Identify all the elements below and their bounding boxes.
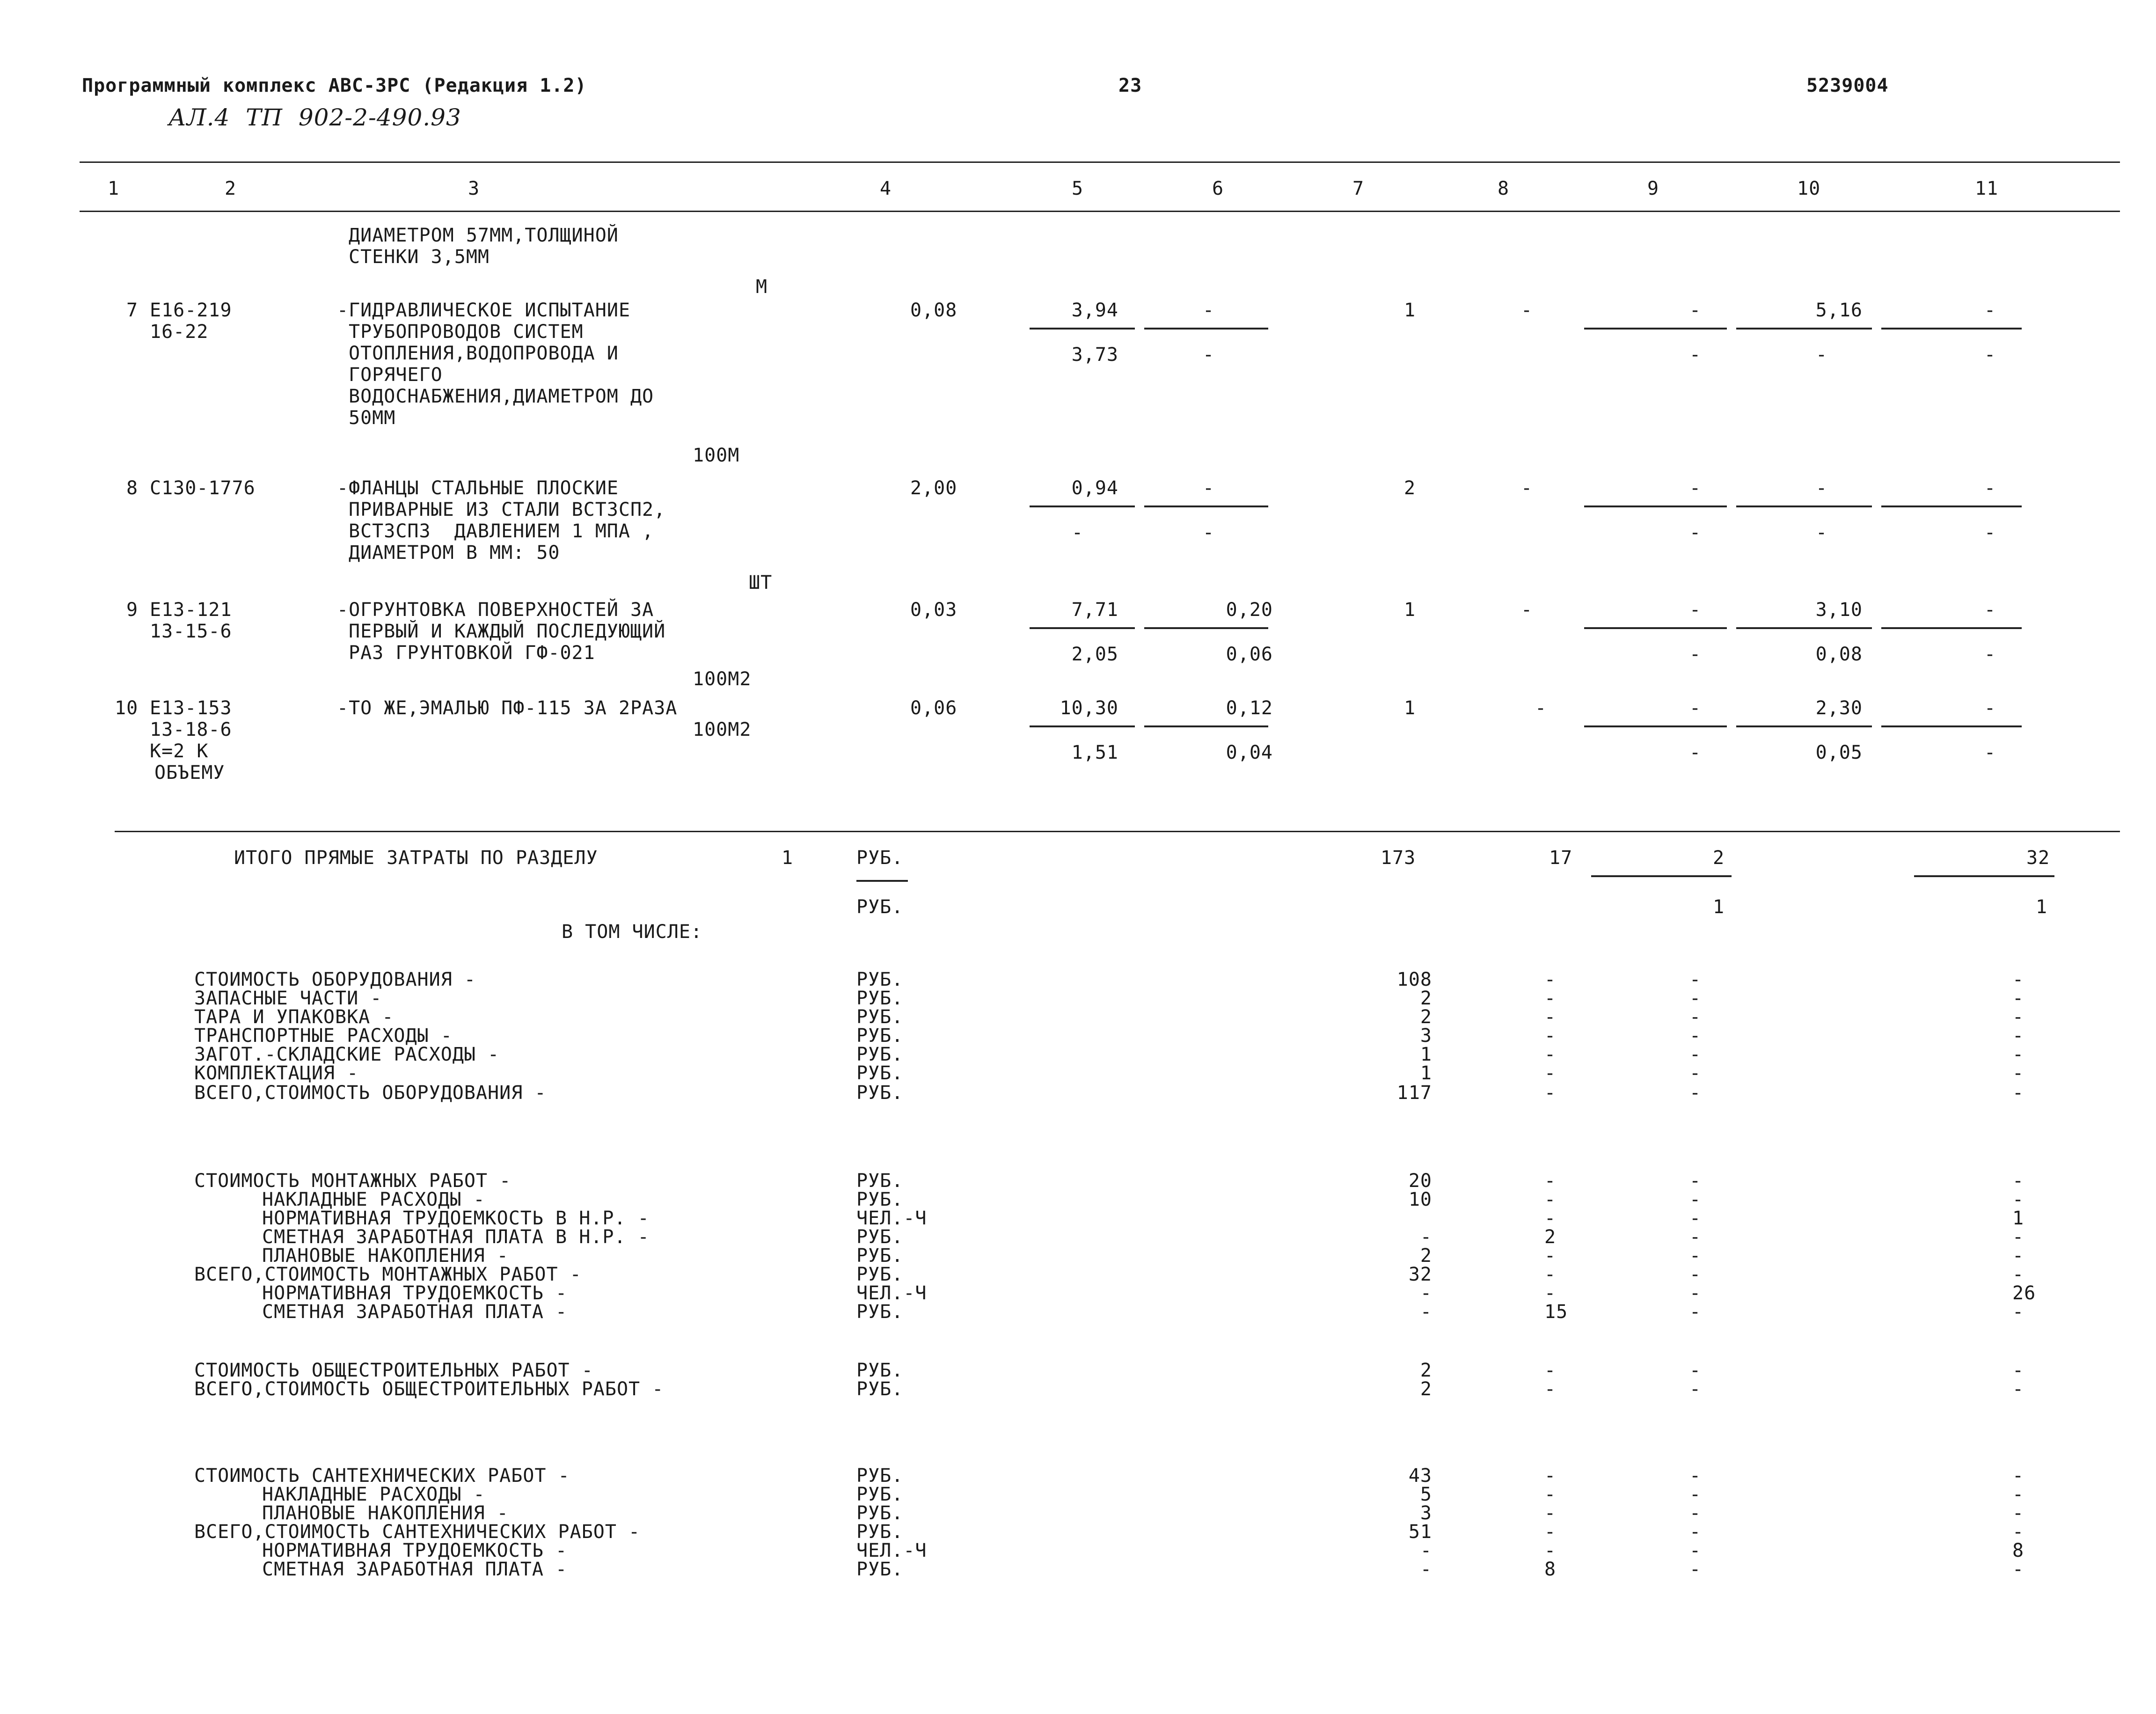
item-c5: 3,73: [1071, 344, 1118, 366]
summary-c9: -: [1689, 1245, 1702, 1267]
item-c5: 10,30: [1060, 697, 1118, 719]
summary-unit: РУБ.: [856, 1226, 904, 1248]
item-c9: -: [1689, 300, 1702, 321]
underline: [1030, 725, 1135, 727]
item-unit: ШТ: [749, 572, 773, 593]
item-unit: 100М2: [693, 719, 752, 740]
col-header-5: 5: [1072, 178, 1084, 199]
summary-unit: ЧЕЛ.-Ч: [856, 1208, 927, 1229]
item-c9: -: [1689, 742, 1702, 763]
summary-label: СМЕТНАЯ ЗАРАБОТНАЯ ПЛАТА -: [262, 1301, 568, 1323]
summary-c8: -: [1544, 1502, 1557, 1524]
summary-c7: -: [1420, 1559, 1432, 1580]
underline: [1584, 725, 1727, 727]
summary-c11: -: [2012, 1189, 2024, 1210]
program-title: Программный комплекс АВС-3РС (Редакция 1.2): [82, 75, 587, 96]
summary-c9: -: [1689, 1006, 1702, 1028]
summary-c9: -: [1689, 1062, 1702, 1084]
item-c7: 1: [1404, 599, 1416, 621]
totals-c8: 17: [1549, 847, 1573, 869]
summary-label: ТРАНСПОРТНЫЕ РАСХОДЫ -: [194, 1025, 453, 1047]
summary-c7: 3: [1420, 1025, 1432, 1047]
totals-c7: 173: [1381, 847, 1416, 869]
underline: [1144, 725, 1268, 727]
item-unit: 100М: [693, 445, 740, 466]
totals-section: 1: [782, 847, 794, 869]
item-code: E13-121: [150, 599, 232, 621]
col-header-3: 3: [468, 178, 480, 199]
item-c7: 1: [1404, 300, 1416, 321]
summary-c8: -: [1544, 969, 1557, 990]
summary-c8: -: [1544, 1360, 1557, 1381]
summary-c8: -: [1544, 1170, 1557, 1192]
totals-unit: РУБ.: [856, 847, 904, 869]
underline: [1144, 627, 1268, 629]
summary-unit: РУБ.: [856, 988, 904, 1009]
item-desc: -ФЛАНЦЫ СТАЛЬНЫЕ ПЛОСКИЕ: [337, 477, 619, 499]
item-c9: -: [1689, 477, 1702, 499]
item-number: 9: [126, 599, 139, 621]
summary-label: СМЕТНАЯ ЗАРАБОТНАЯ ПЛАТА В Н.Р. -: [262, 1226, 650, 1248]
summary-label: НАКЛАДНЫЕ РАСХОДЫ -: [262, 1189, 485, 1210]
item-desc: ПЕРВЫЙ И КАЖДЫЙ ПОСЛЕДУЮЩИЙ: [349, 621, 666, 642]
row-desc: ДИАМЕТРОМ 57ММ,ТОЛЩИНОЙ: [349, 225, 619, 246]
summary-c9: -: [1689, 1044, 1702, 1065]
item-desc: -ГИДРАВЛИЧЕСКОЕ ИСПЫТАНИЕ: [337, 300, 631, 321]
summary-label: ПЛАНОВЫЕ НАКОПЛЕНИЯ -: [262, 1502, 509, 1524]
summary-label: ВСЕГО,СТОИМОСТЬ САНТЕХНИЧЕСКИХ РАБОТ -: [194, 1521, 641, 1543]
item-unit: 100М2: [693, 668, 752, 690]
summary-c8: -: [1544, 1025, 1557, 1047]
underline: [1881, 725, 2022, 727]
summary-c9: -: [1689, 1264, 1702, 1285]
item-qty: 0,08: [910, 300, 957, 321]
summary-c11: -: [2012, 969, 2024, 990]
summary-unit: РУБ.: [856, 1465, 904, 1487]
summary-c9: -: [1689, 969, 1702, 990]
summary-unit: РУБ.: [856, 1006, 904, 1028]
summary-c9: -: [1689, 1282, 1702, 1304]
summary-label: ЗАГОТ.-СКЛАДСКИЕ РАСХОДЫ -: [194, 1044, 500, 1065]
summary-c9: -: [1689, 1559, 1702, 1580]
item-desc: ГОРЯЧЕГО: [349, 364, 443, 386]
underline: [1914, 875, 2054, 877]
summary-c8: -: [1544, 988, 1557, 1009]
item-number: 10: [115, 697, 139, 719]
item-c6: -: [1203, 344, 1215, 366]
summary-c8: 8: [1544, 1559, 1557, 1580]
summary-c7: 117: [1396, 1082, 1432, 1104]
item-code: 13-18-6: [150, 719, 232, 740]
item-c10: 3,10: [1815, 599, 1863, 621]
item-number: 7: [126, 300, 139, 321]
summary-c8: 15: [1544, 1301, 1568, 1323]
summary-label: ВСЕГО,СТОИМОСТЬ ОБОРУДОВАНИЯ -: [194, 1082, 547, 1104]
summary-c7: 2: [1420, 1006, 1432, 1028]
summary-c8: -: [1544, 1006, 1557, 1028]
summary-c8: -: [1544, 1245, 1557, 1267]
item-desc: ПРИВАРНЫЕ ИЗ СТАЛИ ВСТ3СП2,: [349, 499, 666, 520]
summary-c7: 51: [1408, 1521, 1432, 1543]
underline: [1144, 505, 1268, 507]
item-code: E16-219: [150, 300, 232, 321]
summary-c7: 108: [1396, 969, 1432, 990]
item-c6: 0,12: [1226, 697, 1273, 719]
item-c5: -: [1072, 522, 1084, 543]
summary-c7: -: [1420, 1540, 1432, 1561]
col-header-2: 2: [225, 178, 237, 199]
item-c7: 2: [1404, 477, 1416, 499]
item-desc: ВСТ3СП3 ДАВЛЕНИЕМ 1 МПА ,: [349, 520, 654, 542]
underline: [1736, 328, 1872, 330]
summary-label: НОРМАТИВНАЯ ТРУДОЕМКОСТЬ -: [262, 1282, 568, 1304]
item-c11: -: [1984, 477, 1996, 499]
summary-c8: -: [1544, 1264, 1557, 1285]
summary-unit: РУБ.: [856, 1484, 904, 1505]
item-qty: 0,03: [910, 599, 957, 621]
summary-unit: РУБ.: [856, 1245, 904, 1267]
item-desc: -ОГРУНТОВКА ПОВЕРХНОСТЕЙ ЗА: [337, 599, 654, 621]
item-desc: РАЗ ГРУНТОВКОЙ ГФ-021: [349, 642, 595, 664]
summary-c9: -: [1689, 1360, 1702, 1381]
summary-c9: -: [1689, 1226, 1702, 1248]
summary-unit: ЧЕЛ.-Ч: [856, 1282, 927, 1304]
summary-c9: -: [1689, 1189, 1702, 1210]
summary-c9: -: [1689, 1465, 1702, 1487]
table-top-rule: [80, 161, 2120, 163]
underline: [1591, 875, 1732, 877]
underline: [1030, 505, 1135, 507]
summary-unit: РУБ.: [856, 1301, 904, 1323]
album-reference: АЛ.4 ТП 902-2-490.93: [168, 104, 461, 131]
item-c11: -: [1984, 742, 1996, 763]
summary-c8: -: [1544, 1082, 1557, 1104]
summary-c11: -: [2012, 1378, 2024, 1400]
summary-c9: -: [1689, 1025, 1702, 1047]
summary-label: НОРМАТИВНАЯ ТРУДОЕМКОСТЬ В Н.Р. -: [262, 1208, 650, 1229]
summary-label: ВСЕГО,СТОИМОСТЬ ОБЩЕСТРОИТЕЛЬНЫХ РАБОТ -: [194, 1378, 664, 1400]
summary-unit: РУБ.: [856, 1062, 904, 1084]
item-c11: -: [1984, 522, 1996, 543]
item-desc: 50ММ: [349, 407, 396, 429]
doc-code: 5239004: [1806, 75, 1889, 96]
summary-c7: 2: [1420, 988, 1432, 1009]
item-c5: 3,94: [1071, 300, 1118, 321]
item-c9: -: [1689, 344, 1702, 366]
summary-unit: РУБ.: [856, 1559, 904, 1580]
underline: [1584, 505, 1727, 507]
summary-unit: РУБ.: [856, 1082, 904, 1104]
totals-rule: [115, 831, 2120, 832]
summary-c9: -: [1689, 1082, 1702, 1104]
summary-c9: -: [1689, 1521, 1702, 1543]
col-header-9: 9: [1647, 178, 1659, 199]
summary-c7: 2: [1420, 1360, 1432, 1381]
summary-c9: -: [1689, 1378, 1702, 1400]
item-c5: 1,51: [1071, 742, 1118, 763]
summary-c11: -: [2012, 1006, 2024, 1028]
item-code: 13-15-6: [150, 621, 232, 642]
underline: [1881, 627, 2022, 629]
col-header-8: 8: [1498, 178, 1510, 199]
item-qty: 2,00: [910, 477, 957, 499]
col-header-6: 6: [1212, 178, 1224, 199]
summary-c7: 20: [1408, 1170, 1432, 1192]
summary-c11: 26: [2012, 1282, 2036, 1304]
item-c8: -: [1521, 477, 1533, 499]
summary-c11: -: [2012, 1025, 2024, 1047]
col-header-4: 4: [880, 178, 892, 199]
summary-c8: 2: [1544, 1226, 1557, 1248]
item-c8: -: [1521, 300, 1533, 321]
col-header-1: 1: [108, 178, 120, 199]
item-c10: -: [1816, 344, 1828, 366]
summary-c7: 2: [1420, 1378, 1432, 1400]
item-desc: ОТОПЛЕНИЯ,ВОДОПРОВОДА И: [349, 343, 619, 364]
item-c10: 5,16: [1815, 300, 1863, 321]
item-c5: 7,71: [1071, 599, 1118, 621]
summary-c8: -: [1544, 1208, 1557, 1229]
item-code: ОБЪЕМУ: [154, 762, 225, 784]
underline: [1736, 725, 1872, 727]
summary-c11: -: [2012, 1044, 2024, 1065]
item-c11: -: [1984, 644, 1996, 665]
summary-label: СТОИМОСТЬ ОБЩЕСТРОИТЕЛЬНЫХ РАБОТ -: [194, 1360, 593, 1381]
summary-label: ЗАПАСНЫЕ ЧАСТИ -: [194, 988, 382, 1009]
summary-c11: 1: [2012, 1208, 2024, 1229]
summary-label: СТОИМОСТЬ МОНТАЖНЫХ РАБОТ -: [194, 1170, 512, 1192]
summary-c11: -: [2012, 1245, 2024, 1267]
summary-c7: 10: [1408, 1189, 1432, 1210]
summary-c9: -: [1689, 988, 1702, 1009]
summary-label: КОМПЛЕКТАЦИЯ -: [194, 1062, 359, 1084]
summary-c11: -: [2012, 1521, 2024, 1543]
totals-including: В ТОМ ЧИСЛЕ:: [562, 921, 702, 943]
summary-c8: -: [1544, 1189, 1557, 1210]
summary-c11: -: [2012, 1301, 2024, 1323]
item-code: 16-22: [150, 321, 209, 343]
summary-c7: 1: [1420, 1062, 1432, 1084]
summary-label: СТОИМОСТЬ САНТЕХНИЧЕСКИХ РАБОТ -: [194, 1465, 570, 1487]
summary-c9: -: [1689, 1502, 1702, 1524]
summary-c11: -: [2012, 988, 2024, 1009]
item-c11: -: [1984, 344, 1996, 366]
item-c10: -: [1816, 522, 1828, 543]
summary-c11: -: [2012, 1170, 2024, 1192]
summary-c8: -: [1544, 1062, 1557, 1084]
item-c11: -: [1984, 697, 1996, 719]
summary-unit: РУБ.: [856, 1502, 904, 1524]
summary-c7: 32: [1408, 1264, 1432, 1285]
summary-c11: -: [2012, 1360, 2024, 1381]
row-unit: М: [756, 276, 768, 298]
underline: [1584, 328, 1727, 330]
item-c6: 0,04: [1226, 742, 1273, 763]
totals-title: ИТОГО ПРЯМЫЕ ЗАТРАТЫ ПО РАЗДЕЛУ: [234, 847, 598, 869]
item-c6: -: [1203, 522, 1215, 543]
col-header-10: 10: [1797, 178, 1821, 199]
summary-unit: РУБ.: [856, 1521, 904, 1543]
summary-c8: -: [1544, 1484, 1557, 1505]
underline: [1144, 328, 1268, 330]
item-c9: -: [1689, 522, 1702, 543]
summary-unit: РУБ.: [856, 1170, 904, 1192]
item-c8: -: [1521, 599, 1533, 621]
summary-c9: -: [1689, 1484, 1702, 1505]
underline: [856, 880, 908, 882]
item-c6: -: [1203, 300, 1215, 321]
underline: [1030, 627, 1135, 629]
underline: [1736, 627, 1872, 629]
summary-c11: -: [2012, 1226, 2024, 1248]
summary-c7: 5: [1420, 1484, 1432, 1505]
page-number: 23: [1118, 75, 1142, 96]
summary-c11: -: [2012, 1559, 2024, 1580]
summary-c11: -: [2012, 1465, 2024, 1487]
item-c10: 2,30: [1815, 697, 1863, 719]
totals-c9: 2: [1713, 847, 1725, 869]
summary-c7: 3: [1420, 1502, 1432, 1524]
summary-unit: РУБ.: [856, 1025, 904, 1047]
summary-unit: РУБ.: [856, 1189, 904, 1210]
item-c11: -: [1984, 300, 1996, 321]
summary-unit: РУБ.: [856, 1264, 904, 1285]
totals-c9: 1: [1713, 896, 1725, 918]
summary-label: НОРМАТИВНАЯ ТРУДОЕМКОСТЬ -: [262, 1540, 568, 1561]
underline: [1881, 505, 2022, 507]
item-code: C130-1776: [150, 477, 256, 499]
col-header-7: 7: [1352, 178, 1365, 199]
totals-c11: 32: [2026, 847, 2050, 869]
item-desc: -ТО ЖЕ,ЭМАЛЬЮ ПФ-115 ЗА 2РАЗА: [337, 697, 678, 719]
item-c5: 0,94: [1071, 477, 1118, 499]
item-desc: ДИАМЕТРОМ В ММ: 50: [349, 542, 560, 564]
summary-c9: -: [1689, 1301, 1702, 1323]
item-c6: 0,20: [1226, 599, 1273, 621]
summary-c9: -: [1689, 1170, 1702, 1192]
summary-c11: -: [2012, 1502, 2024, 1524]
item-c6: 0,06: [1226, 644, 1273, 665]
item-c10: 0,05: [1815, 742, 1863, 763]
item-c8: -: [1535, 697, 1547, 719]
item-desc: ВОДОСНАБЖЕНИЯ,ДИАМЕТРОМ ДО: [349, 386, 654, 407]
summary-unit: РУБ.: [856, 969, 904, 990]
item-c5: 2,05: [1071, 644, 1118, 665]
summary-unit: РУБ.: [856, 1378, 904, 1400]
header-bottom-rule: [80, 211, 2120, 212]
item-desc: ТРУБОПРОВОДОВ СИСТЕМ: [349, 321, 584, 343]
underline: [1881, 328, 2022, 330]
summary-label: ПЛАНОВЫЕ НАКОПЛЕНИЯ -: [262, 1245, 509, 1267]
item-c9: -: [1689, 644, 1702, 665]
summary-c7: 2: [1420, 1245, 1432, 1267]
item-c9: -: [1689, 697, 1702, 719]
item-c10: -: [1816, 477, 1828, 499]
item-qty: 0,06: [910, 697, 957, 719]
item-code: К=2 К: [150, 740, 209, 762]
underline: [1030, 328, 1135, 330]
summary-c11: -: [2012, 1484, 2024, 1505]
summary-c11: -: [2012, 1082, 2024, 1104]
summary-unit: РУБ.: [856, 1360, 904, 1381]
summary-c8: -: [1544, 1521, 1557, 1543]
totals-c11: 1: [2036, 896, 2048, 918]
col-header-11: 11: [1975, 178, 1999, 199]
summary-label: СТОИМОСТЬ ОБОРУДОВАНИЯ -: [194, 969, 476, 990]
totals-unit: РУБ.: [856, 896, 904, 918]
summary-c9: -: [1689, 1208, 1702, 1229]
summary-c9: -: [1689, 1540, 1702, 1561]
summary-c7: -: [1420, 1282, 1432, 1304]
summary-label: СМЕТНАЯ ЗАРАБОТНАЯ ПЛАТА -: [262, 1559, 568, 1580]
summary-unit: ЧЕЛ.-Ч: [856, 1540, 927, 1561]
summary-c8: -: [1544, 1044, 1557, 1065]
summary-c7: 43: [1408, 1465, 1432, 1487]
item-number: 8: [126, 477, 139, 499]
item-c10: 0,08: [1815, 644, 1863, 665]
summary-label: ВСЕГО,СТОИМОСТЬ МОНТАЖНЫХ РАБОТ -: [194, 1264, 582, 1285]
item-c6: -: [1203, 477, 1215, 499]
summary-c11: -: [2012, 1062, 2024, 1084]
summary-c11: 8: [2012, 1540, 2024, 1561]
summary-c7: -: [1420, 1301, 1432, 1323]
summary-unit: РУБ.: [856, 1044, 904, 1065]
row-desc: СТЕНКИ 3,5ММ: [349, 246, 490, 268]
underline: [1584, 627, 1727, 629]
summary-c8: -: [1544, 1465, 1557, 1487]
item-c9: -: [1689, 599, 1702, 621]
summary-label: НАКЛАДНЫЕ РАСХОДЫ -: [262, 1484, 485, 1505]
item-c7: 1: [1404, 697, 1416, 719]
summary-c7: -: [1420, 1226, 1432, 1248]
summary-c11: -: [2012, 1264, 2024, 1285]
summary-label: ТАРА И УПАКОВКА -: [194, 1006, 394, 1028]
summary-c8: -: [1544, 1378, 1557, 1400]
item-c11: -: [1984, 599, 1996, 621]
item-code: E13-153: [150, 697, 232, 719]
summary-c7: 1: [1420, 1044, 1432, 1065]
underline: [1736, 505, 1872, 507]
summary-c8: -: [1544, 1282, 1557, 1304]
summary-c8: -: [1544, 1540, 1557, 1561]
